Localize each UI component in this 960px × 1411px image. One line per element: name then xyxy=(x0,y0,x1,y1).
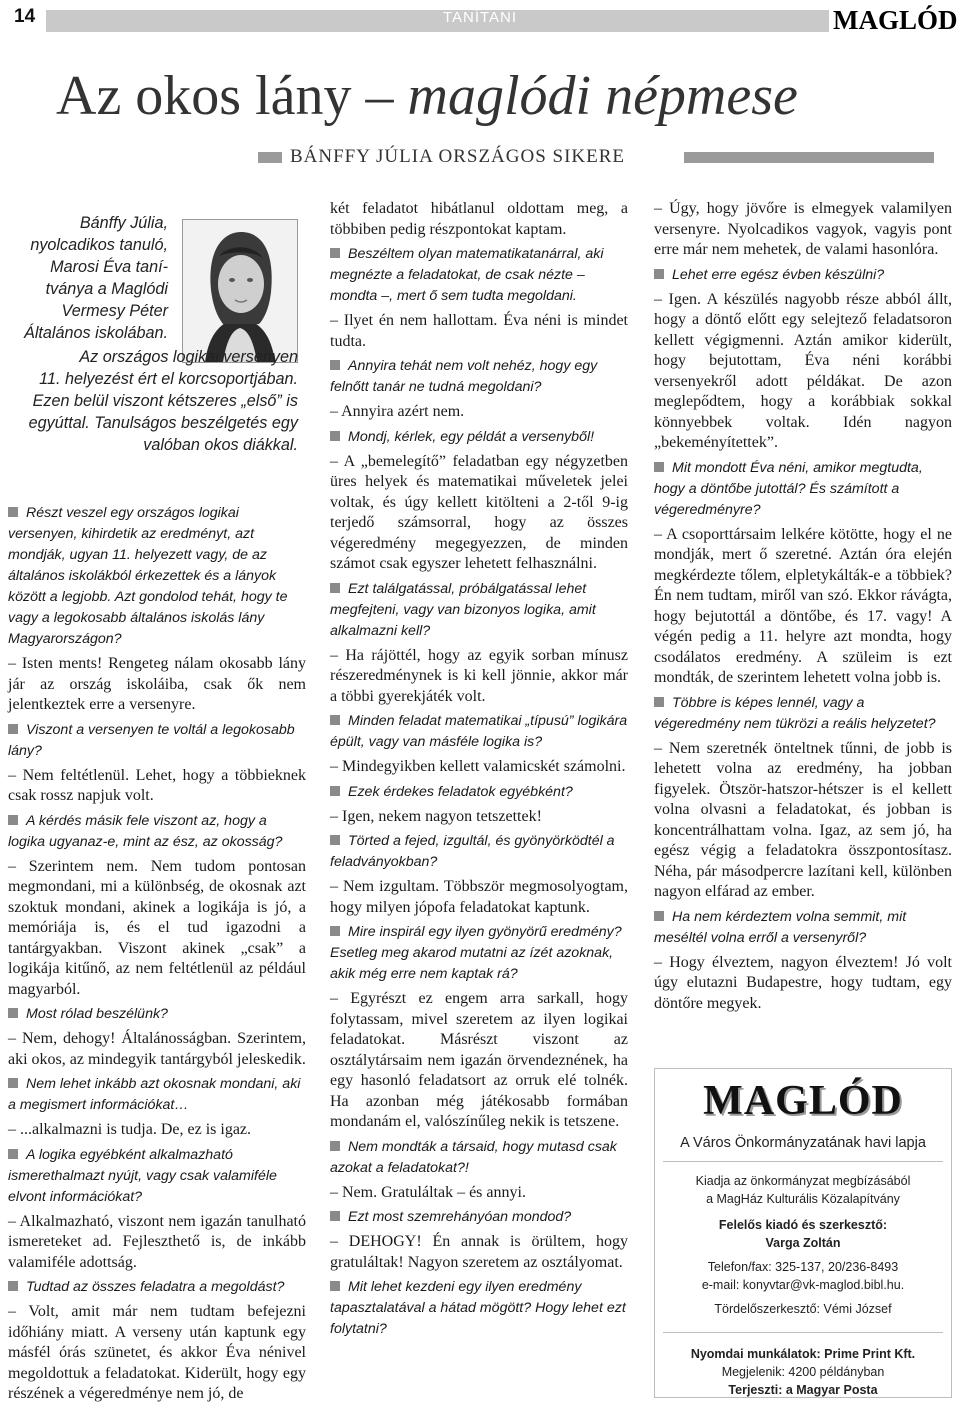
interview-question: Mit lehet kezdeni egy ilyen eredmény tapasztalatával a hátad mögött? Hogy lehet ezt folytatni? xyxy=(330,1277,628,1340)
interview-answer: – Nem feltétlenül. Lehet, hogy a többieknek csak rossz napjuk volt. xyxy=(8,766,306,804)
interview-answer: – Nem szeretnék önteltnek tűnni, de jobb is lehetett volna az eredmény, ha jobban figyelek. Ötször-hatszor-hétszer is el kellett volna olvasni a feladatokat, és jobban is koncentrálhattam volna. Igaz, az sem jó, ha egész végig a feladatokra összpontosítasz. Néha, pár másodpercre lazítani kell, különben nagyon elfárad az ember. xyxy=(654,739,952,900)
subtitle-rule-left xyxy=(258,152,282,163)
interview-answer: – Nem, dehogy! Általánosságban. Szerintem, aki okos, az mindegyik tantárgyból jeleskedik. xyxy=(8,1030,306,1068)
interview-answer: két feladatot hibátlanul oldottam meg, a többiben pedig részpontokat kaptam. xyxy=(330,200,628,238)
intro-line: Bánffy Júlia, xyxy=(79,214,168,232)
column-2 xyxy=(330,199,628,1344)
intro-line: egyúttal. Tanulságos beszélgetés egy xyxy=(28,414,298,432)
interview-answer: – Egyrészt ez engem arra sarkall, hogy folytassam, mivel szeretem az ilyen logikai feladatokat. Másrészt viszont az osztálytársaim nem igazán örvendeznének, ha egy hasonló feladatsort az orruk elé tolnék. Ha azonban még játékosabb formában mondanám el, valószínűleg nekik is tetszene. xyxy=(330,990,628,1130)
intro-line: Ezen belül viszont kétszeres „első” is xyxy=(32,392,298,410)
section-label: TANÍTANI xyxy=(442,9,518,26)
interview-answer: – A „bemelegítő” feladatban egy négyzetben üres helyek és matematikai műveletek jelei voltak, és úgy kellett kitölteni a 2-től 9-ig terjedő számsorral, hogy az összes végeredmény megegyezzen, de minden számot csak egyszer lehetett felhasználni. xyxy=(330,452,628,572)
interview-answer: – Nem izgultam. Többször megmosolyogtam, hogy milyen jópofa feladatokat kaptunk. xyxy=(330,878,628,916)
interview-answer: – Alkalmazható, viszont nem igazán tanulható ismereteket ad. Fejleszthető is, de inkább valamiféle adottság. xyxy=(8,1212,306,1271)
interview-answer: – DEHOGY! Én annak is örültem, hogy gratuláltak! Nagyon szeretem az osztályomat. xyxy=(330,1233,628,1271)
intro-line: Vermesy Péter xyxy=(61,302,168,320)
interview-answer: – Isten ments! Rengeteg nálam okosabb lány jár az ország iskoláiba, csak ők nem jelentkeztek erre a versenyre. xyxy=(8,655,306,713)
interview-question: Annyira tehát nem volt nehéz, hogy egy felnőtt tanár ne tudná megoldani? xyxy=(330,356,628,398)
interview-question: A logika egyébként alkalmazható ismerethalmazt nyújt, vagy csak valamiféle elvont információkat? xyxy=(8,1145,306,1208)
editor-name: Varga Zoltán xyxy=(765,1236,841,1250)
interview-question: Most rólad beszélünk? xyxy=(8,1004,306,1025)
student-photo xyxy=(182,219,298,363)
column-1 xyxy=(8,199,306,1407)
phone-line: Telefon/fax: 325-137, 20/236-8493 xyxy=(707,1260,899,1274)
email-line: e-mail: konyvtar@vk-maglod.bibl.hu. xyxy=(701,1278,905,1292)
intro-block xyxy=(8,199,306,499)
subtitle-rule-right xyxy=(684,152,934,163)
interview-question: Mit mondott Éva néni, amikor megtudta, hogy a döntőbe jutottál? És számított a végeredményre? xyxy=(654,458,952,521)
article-title xyxy=(56,64,798,128)
column-2-body xyxy=(330,199,628,1340)
interview-answer: – Volt, amit már nem tudtam befejezni időhiány miatt. A verseny után kaptunk egy másfél órás szünetet, és akkor Éva nénivel megoldottuk a feladatokat. Kiderült, hogy egy részének a végeredménye nem jó, de xyxy=(8,1303,306,1402)
publisher-line-1: Kiadja az önkormányzat megbízásából xyxy=(695,1174,911,1188)
column-3-body xyxy=(654,199,952,1014)
page-number: 14 xyxy=(14,6,36,27)
intro-line: Marosi Éva taní- xyxy=(50,258,168,276)
interview-question: Ezt találgatással, próbálgatással lehet megfejteni, vagy van bizonyos logika, amit alkalmazni kell? xyxy=(330,579,628,642)
distribution-line: Terjeszti: a Magyar Posta xyxy=(728,1383,878,1397)
masthead-logo: MAGLÓD xyxy=(703,1078,903,1124)
title-part1: Az okos lány – xyxy=(56,65,394,127)
intro-line: 11. helyezést ért el korcsoportjában. xyxy=(39,370,298,388)
intro-line: Az országos logikai versenyen xyxy=(79,348,298,366)
brand-logo: MAGLÓD xyxy=(829,6,960,34)
portrait-image xyxy=(183,220,297,362)
printer-line: Nyomdai munkálatok: Prime Print Kft. xyxy=(690,1347,916,1361)
interview-answer: – Ilyet én nem hallottam. Éva néni is mindet tudta. xyxy=(330,312,628,350)
interview-question: Mondj, kérlek, egy példát a versenyből! xyxy=(330,427,628,448)
page-header xyxy=(0,0,960,40)
intro-line: tványa a Maglódi xyxy=(45,280,168,298)
interview-question: Részt veszel egy országos logikai versenyen, kihirdetik az eredményt, azt mondják, ugyan 11. helyezett vagy, de az általános iskolákból érkezettek és a lányok között a legjobb. Azt gondolod tehát, hogy te vagy a legokosabb általános iskolás lány Magyarországon? xyxy=(8,503,306,650)
interview-answer: – Annyira azért nem. xyxy=(330,403,465,420)
interview-answer: – Nem. Gratuláltak – és annyi. xyxy=(330,1183,526,1201)
column-1-body xyxy=(8,503,306,1405)
intro-line: valóban okos diákkal. xyxy=(143,436,298,454)
layout-editor-line: Tördelőszerkesztő: Vémi József xyxy=(714,1302,892,1316)
interview-answer: – ...alkalmazni is tudja. De, ez is igaz. xyxy=(8,1121,252,1138)
column-3 xyxy=(654,199,952,1016)
masthead-divider xyxy=(663,1332,943,1333)
masthead-tagline: A Város Önkormányzatának havi lapja xyxy=(680,1135,926,1151)
masthead-box xyxy=(654,1068,952,1398)
interview-question: Ezek érdekes feladatok egyébként? xyxy=(330,782,628,803)
interview-question: Lehet erre egész évben készülni? xyxy=(654,265,952,286)
publisher-line-2: a MagHáz Kulturális Közalapítvány xyxy=(706,1192,900,1206)
intro-line: Általános iskolában. xyxy=(24,324,168,342)
editor-label: Felelős kiadó és szerkesztő: xyxy=(718,1218,888,1232)
interview-question: Tudtad az összes feladatra a megoldást? xyxy=(8,1277,306,1298)
issue-count-line: Megjelenik: 4200 példányban xyxy=(721,1365,885,1379)
interview-question: Viszont a versenyen te voltál a legokosabb lány? xyxy=(8,720,306,762)
interview-question: Ha nem kérdeztem volna semmit, mit meséltél volna erről a versenyről? xyxy=(654,907,952,949)
intro-line: nyolcadikos tanuló, xyxy=(30,236,168,254)
interview-question: A kérdés másik fele viszont az, hogy a logika ugyanaz-e, mint az ész, az okosság? xyxy=(8,811,306,853)
interview-answer: – Úgy, hogy jövőre is elmegyek valamilyen versenyre. Nyolcadikos vagyok, vagyis pont erre már nem mehetek, de valami hasonlóra. xyxy=(654,200,952,258)
interview-question: Törted a fejed, izgultál, és gyönyörködtél a feladványokban? xyxy=(330,831,628,873)
interview-question: Minden feladat matematikai „típusú” logikára épült, vagy van másféle logika is? xyxy=(330,711,628,753)
interview-question: Többre is képes lennél, vagy a végeredmény nem tükrözi a reális helyzetet? xyxy=(654,693,952,735)
interview-question: Ezt most szemrehányóan mondod? xyxy=(330,1207,628,1228)
article-subtitle xyxy=(0,146,960,168)
interview-question: Mire inspirál egy ilyen gyönyörű eredmény? Esetleg meg akarod mutatni az ízét azoknak, akik még erre nem kaptak rá? xyxy=(330,922,628,985)
interview-answer: – Ha rájöttél, hogy az egyik sorban mínusz részeredménynek is ki kell jönnie, akkor már a többi gyerekjáték volt. xyxy=(330,646,628,705)
subtitle-text: BÁNFFY JÚLIA ORSZÁGOS SIKERE xyxy=(290,146,626,167)
masthead-divider xyxy=(663,1161,943,1162)
interview-answer: – Igen, nekem nagyon tetszettek! xyxy=(330,807,542,825)
interview-question: Beszéltem olyan matematikatanárral, aki megnézte a feladatokat, de csak nézte – mondta –, mert ő sem tudta megoldani. xyxy=(330,244,628,307)
title-part2: maglódi népmese xyxy=(407,65,798,127)
interview-answer: – Hogy élveztem, nagyon élveztem! Jó volt úgy elutazni Budapestre, hogy tudtam, egy döntőre megyek. xyxy=(654,953,952,1012)
interview-answer: – Szerintem nem. Nem tudom pontosan megmondani, mi a különbség, de okosnak azt szoktuk mondani, akinek a logikája is jó, a memóriája is, és el tud igazodni a tantárgyakban. Viszont akinek „csak” a logikája kitűnő, az nem feltétlenül az például magyarból. xyxy=(8,857,306,998)
interview-question: Nem mondták a társaid, hogy mutasd csak azokat a feladatokat?! xyxy=(330,1137,628,1179)
interview-answer: – Igen. A készülés nagyobb része abból állt, hogy a döntő előtt egy selejtező feladatsoron kellett végigmenni. Aztán amikor kiderült, hogy bejutottam, Éva néni korábbi versenyekről adott példákat. De azon meglepődtem, hogy a korábbiak sokkal könnyebbek voltak. Idén nagyon „bekeményítettek”. xyxy=(654,290,952,451)
interview-question: Nem lehet inkább azt okosnak mondani, aki a megismert információkat… xyxy=(8,1074,306,1116)
interview-answer: – A csoporttársaim lelkére kötötte, hogy el ne mondják, mert ő szeretné. Aztán óra elején megkérdezte tőlem, elpletykálták-e a többiek? Én nem tudtam, miről van szó. Ekkor rávágta, hogy bejutottál a döntőbe, és 17. vagy! A végén pedig a 11. helyre azt mondta, hogy csodálatos eredmény. A szüleim is ezt mondták, de szerintem lehetett volna jobb is. xyxy=(654,525,952,686)
interview-answer: – Mindegyikben kellett valamicskét számolni. xyxy=(330,758,626,775)
